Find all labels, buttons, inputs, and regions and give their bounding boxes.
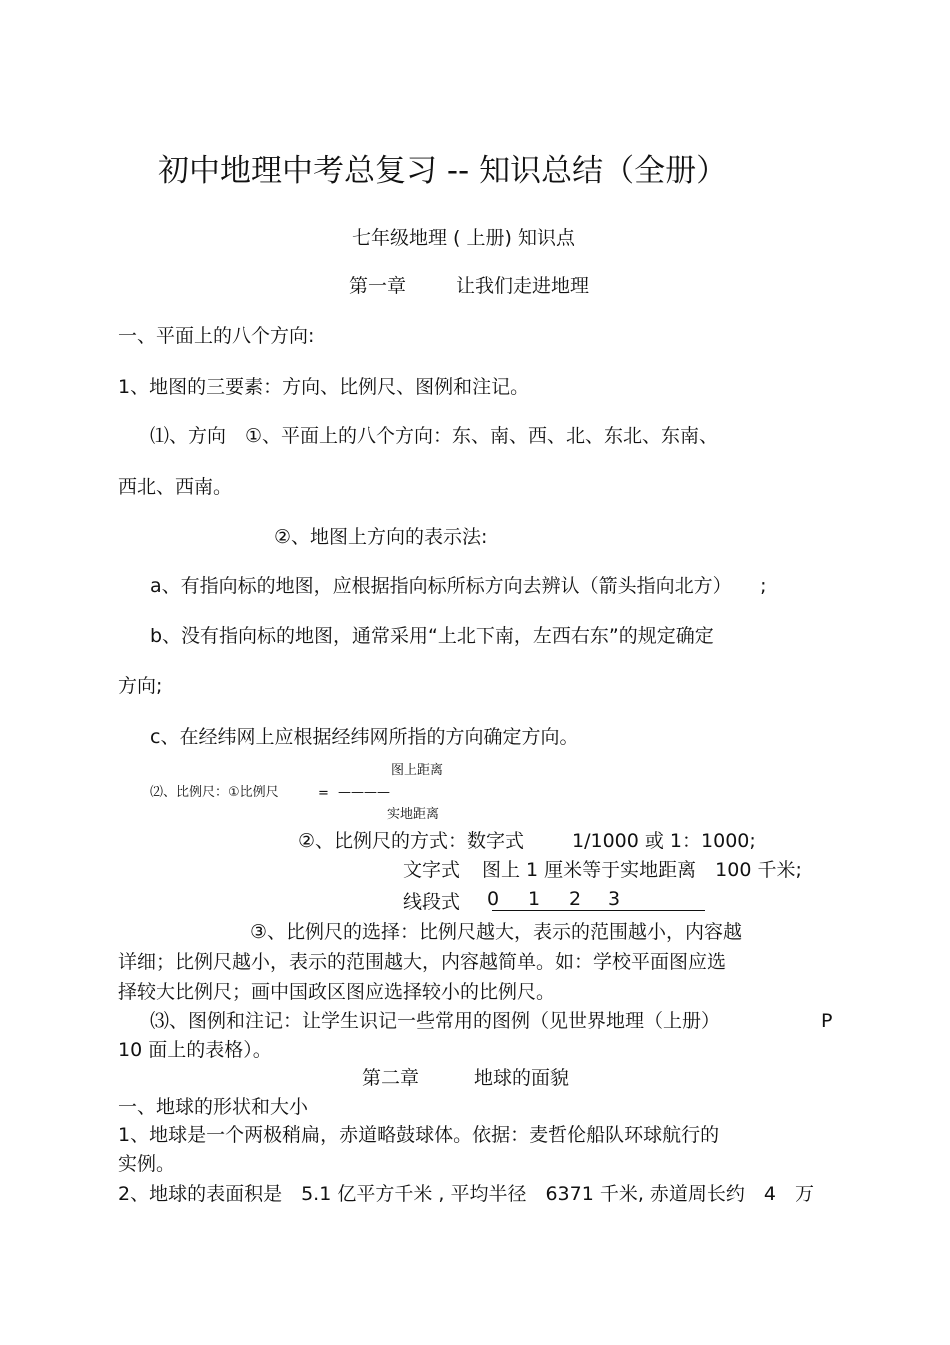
scale-choice-line-1: ③、比例尺的选择：比例尺越大，表示的范围越小，内容越	[250, 921, 743, 943]
document-subtitle: 七年级地理 ( 上册) 知识点	[352, 227, 575, 249]
direction-rule-a: a、有指向标的地图，应根据指向标所标方向去辨认（箭头指向北方） ;	[150, 575, 767, 597]
scale-bar-line	[492, 910, 705, 911]
scale-text-form-example: 图上 1 厘米等于实地距离 100 千米;	[482, 859, 802, 881]
earth-shape-line-2: 实例。	[118, 1153, 176, 1175]
scale-numerator: 图上距离	[391, 763, 444, 778]
direction-rule-c: c、在经纬网上应根据经纬网所指的方向确定方向。	[150, 726, 579, 748]
legend-line-1-tail: P	[821, 1010, 833, 1032]
direction-line-1: ⑴、方向 ①、平面上的八个方向：东、南、西、北、东北、东南、	[150, 425, 719, 447]
page-title: 初中地理中考总复习 -- 知识总结（全册）	[158, 153, 728, 189]
scale-choice-line-2: 详细；比例尺越小，表示的范围越大，内容越简单。如：学校平面图应选	[118, 951, 727, 973]
scale-bar-tick-label: 1	[528, 888, 541, 910]
scale-bar-tick-label: 2	[569, 888, 582, 910]
scale-denominator: 实地距离	[387, 807, 440, 822]
scale-bar-tick-label: 3	[608, 888, 621, 910]
direction-rule-b-line-2: 方向;	[118, 675, 163, 697]
map-elements-item: 1、地图的三要素：方向、比例尺、图例和注记。	[118, 376, 530, 398]
scale-bar-tick-label: 0	[487, 888, 500, 910]
direction-rule-b-line-1: b、没有指向标的地图，通常采用“上北下南，左西右东”的规定确定	[150, 625, 714, 647]
legend-line-2: 10 面上的表格）。	[118, 1039, 272, 1061]
direction-representation-heading: ②、地图上方向的表示法:	[274, 526, 488, 548]
chapter-1-label: 第一章	[349, 275, 407, 297]
earth-size-line: 2、地球的表面积是 5.1 亿平方千米 , 平均半径 6371 千米, 赤道周长约 4 万	[118, 1183, 815, 1205]
earth-shape-line-1: 1、地球是一个两极稍扁，赤道略鼓球体。依据：麦哲伦船队环球航行的	[118, 1124, 720, 1146]
chapter-2-name: 地球的面貌	[474, 1067, 570, 1089]
scale-numeric-example: 1/1000 或 1：1000;	[572, 830, 756, 852]
legend-line-1: ⑶、图例和注记：让学生识记一些常用的图例（见世界地理（上册）	[150, 1010, 721, 1032]
section-heading-directions: 一、平面上的八个方向:	[118, 325, 315, 347]
direction-line-2: 西北、西南。	[118, 476, 233, 498]
scale-definition-prefix: ⑵、比例尺：①比例尺	[150, 785, 279, 800]
scale-segment-form-label: 线段式	[403, 891, 461, 913]
scale-forms-label: ②、比例尺的方式：数字式	[298, 830, 525, 852]
chapter-2-label: 第二章	[362, 1067, 420, 1089]
scale-fraction-bar: ————	[338, 785, 390, 800]
scale-equals-sign: =	[318, 786, 329, 801]
chapter-1-name: 让我们走进地理	[456, 275, 590, 297]
scale-choice-line-3: 择较大比例尺；画中国政区图应选择较小的比例尺。	[118, 981, 556, 1003]
scale-text-form-label: 文字式	[403, 859, 461, 881]
section-heading-earth-shape: 一、地球的形状和大小	[118, 1096, 309, 1118]
